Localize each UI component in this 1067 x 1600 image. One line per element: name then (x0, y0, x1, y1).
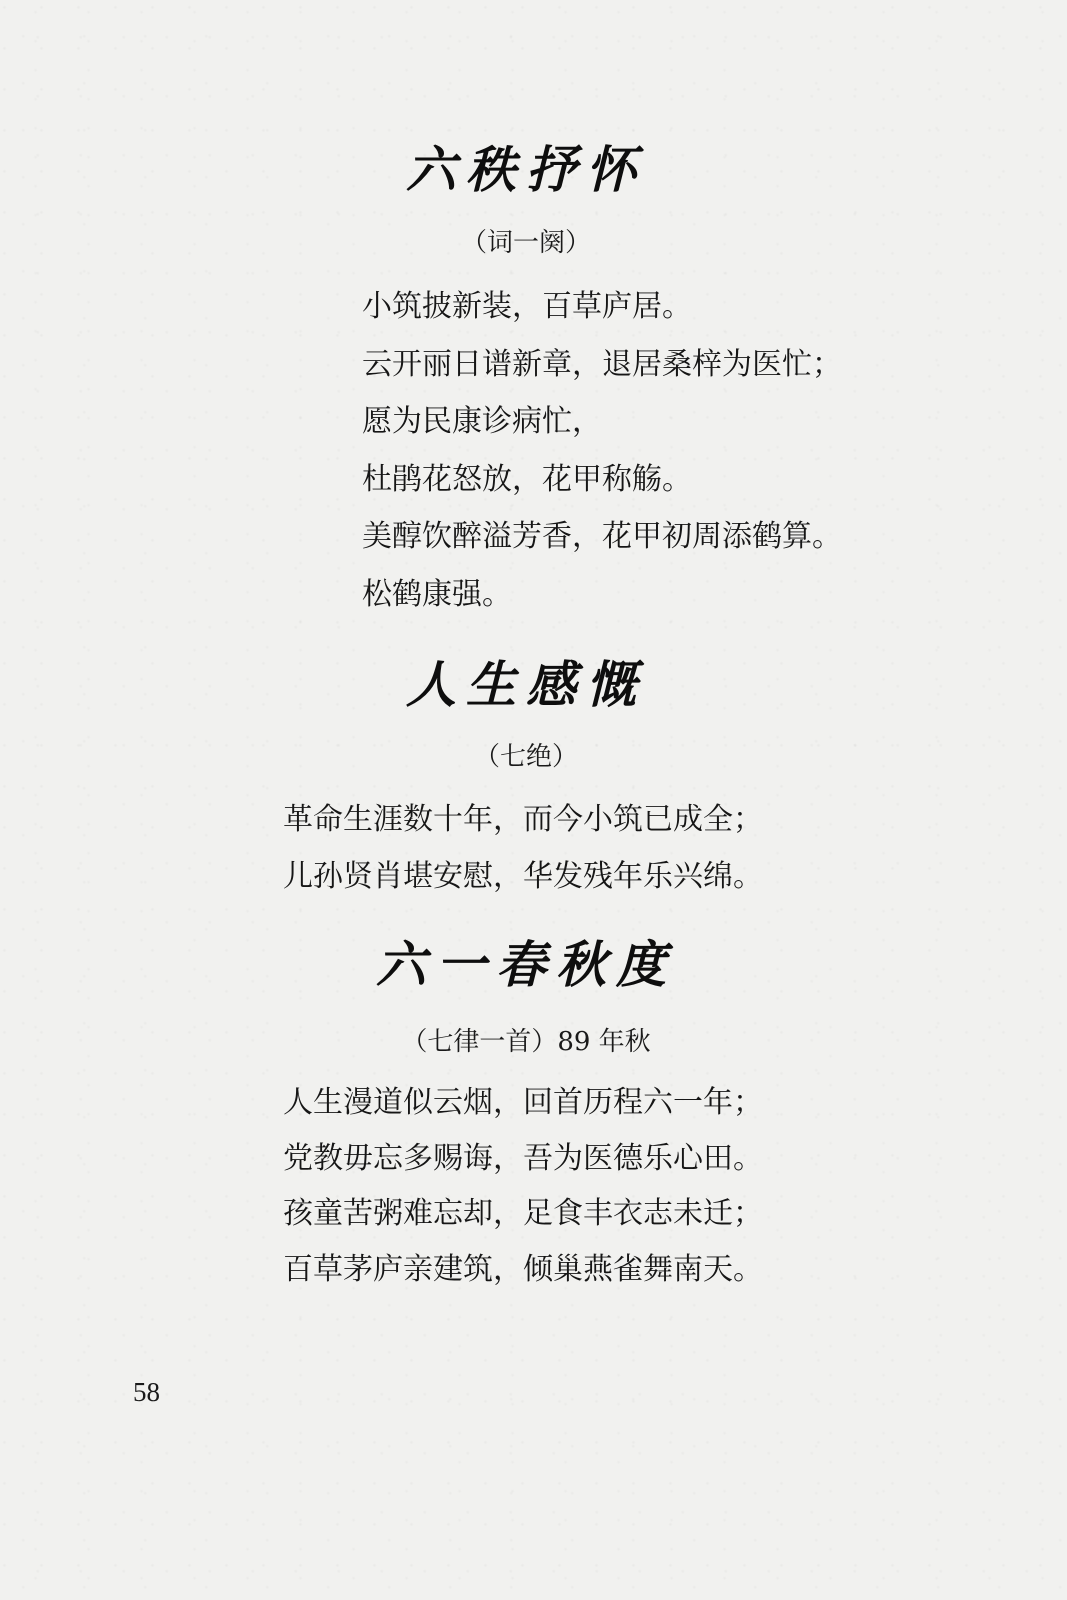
poem-body (362, 278, 842, 624)
poem-line: 革命生涯数十年，而今小筑已成全； (283, 802, 763, 837)
poem-body (283, 791, 763, 905)
poem-line: 儿孙贤肖堪安慰，华发残年乐兴绵。 (283, 859, 763, 894)
poem-body (283, 1075, 763, 1298)
poem-line: 美醇饮醉溢芳香，花甲初周添鹤算。 (362, 519, 842, 555)
poem-line: 愿为民康诊病忙， (362, 404, 602, 440)
poem-line: 孩童苦粥难忘却，足食丰衣志未迁； (283, 1196, 763, 1232)
poem-subtitle: （词一阕） (460, 228, 591, 258)
poem-line: 云开丽日谱新章，退居桑梓为医忙； (362, 346, 842, 382)
poem-line: 人生漫道似云烟，回首历程六一年； (283, 1085, 763, 1120)
poem-title: 人生感慨 (406, 655, 646, 714)
poem-line: 松鹤康强。 (362, 576, 512, 612)
poem-title: 六秩抒怀 (406, 140, 646, 199)
poem-subtitle: （七绝） (473, 742, 578, 772)
poem-line: 党教毋忘多赐诲，吾为医德乐心田。 (283, 1140, 763, 1176)
page-number: 58 (133, 1377, 160, 1407)
poem-line: 小筑披新装，百草庐居。 (362, 289, 692, 324)
poem-subtitle: （七律一首）89 年秋 (401, 1027, 651, 1057)
poem-title: 六一春秋度 (376, 935, 676, 994)
poem-line: 百草茅庐亲建筑，倾巢燕雀舞南天。 (283, 1252, 763, 1288)
poem-line: 杜鹃花怒放，花甲称觞。 (362, 461, 692, 497)
